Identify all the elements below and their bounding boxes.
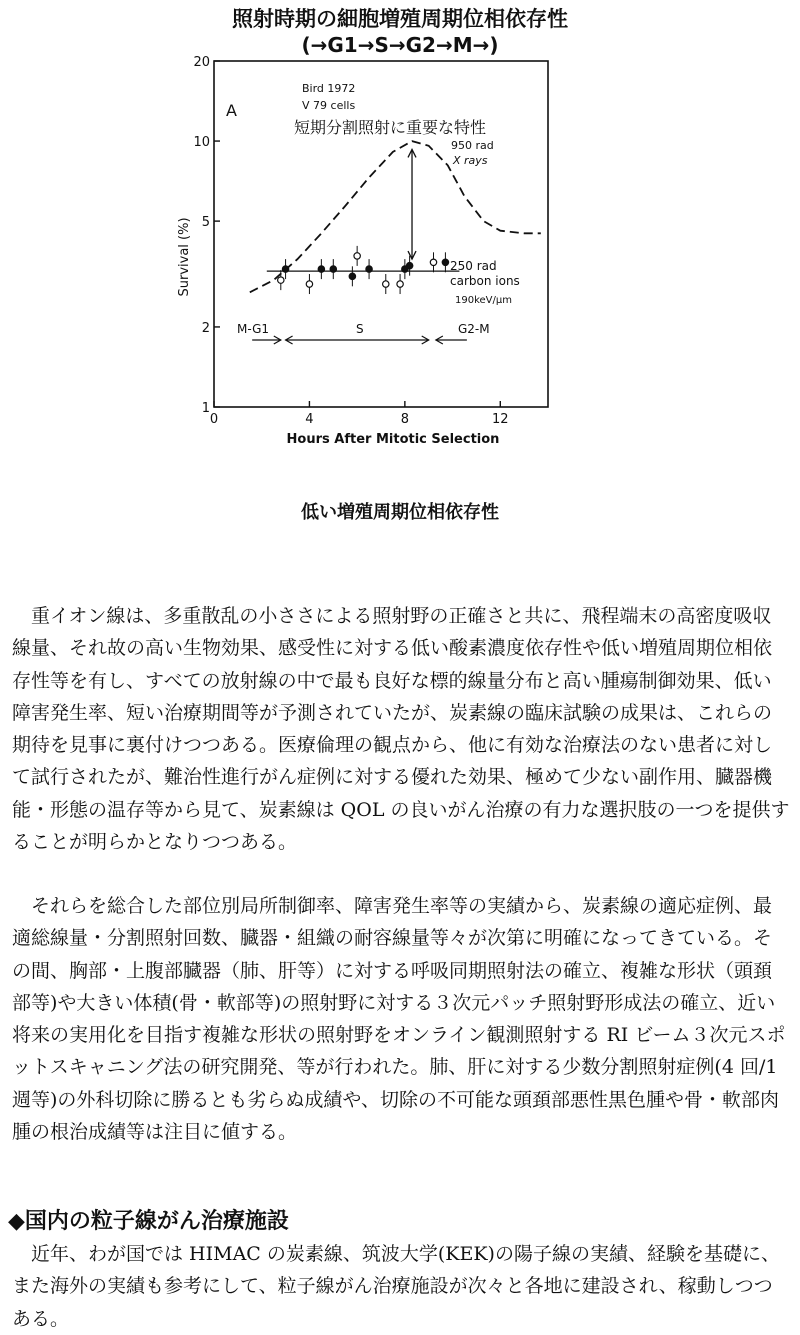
y-tick-label-2: 2 — [201, 320, 210, 336]
section-heading: ◆国内の粒子線がん治療施設 — [8, 1209, 289, 1234]
y-tick-label-1: 1 — [201, 401, 210, 416]
carbon-point — [354, 253, 360, 259]
annotation-let: 190keV/μm — [455, 295, 512, 306]
x-axis-label: Hours After Mitotic Selection — [286, 432, 500, 447]
x-tick-label-4: 4 — [305, 412, 314, 427]
figure-subtitle: (→G1→S→G2→M→) — [301, 33, 499, 57]
figure-caption: 低い増殖周期位相依存性 — [301, 502, 499, 523]
carbon-point — [366, 266, 372, 272]
carbon-point — [318, 266, 324, 272]
carbon-point — [282, 266, 288, 272]
phase-label-m-g1: M-G1 — [237, 322, 270, 336]
carbon-point — [306, 281, 312, 287]
phase-label-s: S — [356, 322, 364, 336]
annotation-cells: V 79 cells — [302, 99, 356, 112]
phase-label-g2-m: G2-M — [458, 322, 490, 336]
plot-frame — [214, 61, 548, 407]
carbon-point — [330, 266, 336, 272]
carbon-point — [383, 281, 389, 287]
figure-title: 照射時期の細胞増殖周期位相依存性 — [232, 7, 568, 31]
survival-chart — [150, 55, 580, 450]
y-axis-label: Survival (%) — [177, 217, 192, 297]
y-tick-label-10: 10 — [193, 135, 210, 151]
y-tick-label-5: 5 — [201, 215, 210, 231]
y-tick-label-20: 20 — [193, 55, 210, 70]
carbon-point — [430, 259, 436, 265]
body-paragraph-2: それらを総合した部位別局所制御率、障害発生率等の実績から、炭素線の適応症例、最適総線量・分割照射回数、臓器・組織の耐容線量等々が次第に明確になってきている。その間、胸部・上腹部臓器（肺、肝等）に対する呼吸同期照射法の確立、複雑な形状（頭頚部等)や大きい体積(骨・軟部等)の照射野に対する３次元パッチ照射野形成法の確立、近い将来の実用化を目指す複雑な形状の照射野をオンライン観測照射する RI ビーム３次元スポットスキャニング法の研究開発、等が行われた。肺、肝に対する少数分割照射症例(4 回/1 週等)の外科切除に勝るとも劣らぬ成績や、切除の不可能な頭頚部悪性黒色腫や骨・軟部肉腫の根治成績等は注目に値する。 — [12, 895, 786, 1144]
carbon-point — [442, 259, 448, 265]
chart-series — [250, 141, 541, 344]
chart-labels — [177, 82, 520, 447]
annotation-author: Bird 1972 — [302, 82, 356, 95]
xray-survival-curve — [250, 141, 541, 292]
series-label-xray-dose: 950 rad — [451, 139, 494, 152]
x-tick-label-12: 12 — [492, 412, 509, 427]
body-paragraph-3: 近年、わが国では HIMAC の炭素線、筑波大学(KEK)の陽子線の実績、経験を基礎に、また海外の実績も参考にして、粒子線がん治療施設が次々と各地に建設され、稼動しつつある。 — [12, 1243, 780, 1330]
x-tick-label-0: 0 — [209, 412, 219, 427]
series-label-carbon-type: carbon ions — [450, 274, 520, 288]
body-paragraph-1: 重イオン線は、多重散乱の小ささによる照射野の正確さと共に、飛程端末の高密度吸収線量、それ故の高い生物効果、感受性に対する低い酸素濃度依存性や低い増殖周期位相依存性等を有し、すべての放射線の中で最も良好な標的線量分布と高い腫瘍制御効果、低い障害発生率、短い治療期間等が予測されていたが、炭素線の臨床試験の成果は、これらの期待を見事に裏付けつつある。医療倫理の観点から、他に有効な治療法のない患者に対して試行されたが、難治性進行がん症例に対する優れた効果、極めて少ない副作用、臓器機能・形態の温存等から見て、炭素線は QOL の良いがん治療の有力な選択肢の一つを提供することが明らかとなりつつある。 — [12, 605, 790, 854]
series-label-carbon-dose: 250 rad — [450, 259, 497, 273]
series-label-xray-type: X rays — [453, 154, 488, 167]
x-tick-label-8: 8 — [400, 412, 409, 427]
annotation-note: 短期分割照射に重要な特性 — [294, 118, 487, 137]
carbon-point — [278, 277, 284, 283]
chart-axes — [193, 55, 548, 427]
carbon-point — [397, 281, 403, 287]
panel-label: A — [226, 101, 237, 120]
carbon-point — [406, 262, 412, 268]
carbon-point — [349, 273, 355, 279]
